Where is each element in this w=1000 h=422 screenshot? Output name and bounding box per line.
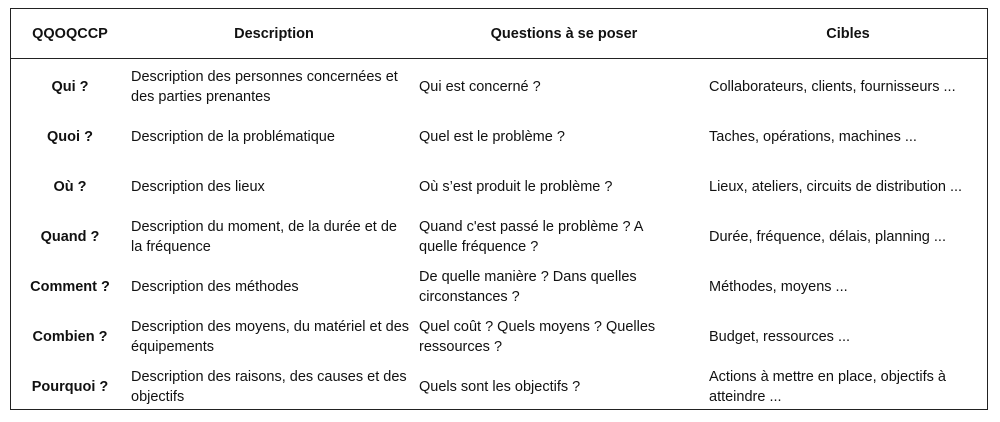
row-target: Lieux, ateliers, circuits de distribution ...: [709, 179, 963, 195]
table-row: [11, 112, 987, 162]
table-row: [11, 212, 987, 262]
row-question: Quel est le problème ?: [419, 129, 565, 145]
row-label: Comment ?: [30, 279, 110, 295]
table-row: [11, 312, 987, 362]
qqoqccp-table: [11, 9, 987, 412]
row-target: Taches, opérations, machines ...: [709, 129, 917, 145]
row-question: Quel coût ? Quels moyens ? Quelles ressources ?: [419, 319, 656, 355]
row-label: Quoi ?: [47, 129, 93, 145]
row-target: Actions à mettre en place, objectifs à atteindre ...: [709, 369, 946, 405]
row-target: Budget, ressources ...: [709, 329, 851, 345]
row-question: Quels sont les objectifs ?: [419, 379, 581, 395]
row-question: Qui est concerné ?: [419, 79, 541, 95]
row-label: Combien ?: [32, 329, 108, 345]
header-qqoqccp: QQOQCCP: [32, 25, 108, 42]
row-label: Quand ?: [40, 229, 100, 245]
row-question: Où s’est produit le problème ?: [419, 179, 613, 195]
header-targets: Cibles: [826, 25, 870, 42]
row-description: Description des raisons, des causes et des objectifs: [131, 369, 407, 405]
header-row: [11, 9, 987, 58]
row-description: Description de la problématique: [131, 129, 335, 145]
row-label: Où ?: [53, 179, 87, 195]
row-question: De quelle manière ? Dans quelles circonstances ?: [419, 269, 637, 305]
header-description: Description: [234, 25, 314, 42]
row-target: Durée, fréquence, délais, planning ...: [709, 229, 946, 245]
table-row: [11, 262, 987, 312]
table-row: [11, 162, 987, 212]
row-label: Qui ?: [51, 79, 89, 95]
table-row: [11, 58, 987, 112]
row-description: Description des lieux: [131, 179, 265, 195]
table-row: [11, 362, 987, 412]
header-questions: Questions à se poser: [490, 25, 638, 42]
row-description: Description des moyens, du matériel et des équipements: [131, 319, 410, 355]
row-description: Description des méthodes: [131, 279, 299, 295]
row-description: Description des personnes concernées et des parties prenantes: [131, 69, 398, 105]
row-label: Pourquoi ?: [31, 379, 109, 395]
row-description: Description du moment, de la durée et de la fréquence: [131, 219, 397, 255]
row-question: Quand c'est passé le problème ? A quelle fréquence ?: [419, 219, 643, 255]
row-target: Méthodes, moyens ...: [709, 279, 848, 295]
row-target: Collaborateurs, clients, fournisseurs ...: [709, 79, 956, 95]
